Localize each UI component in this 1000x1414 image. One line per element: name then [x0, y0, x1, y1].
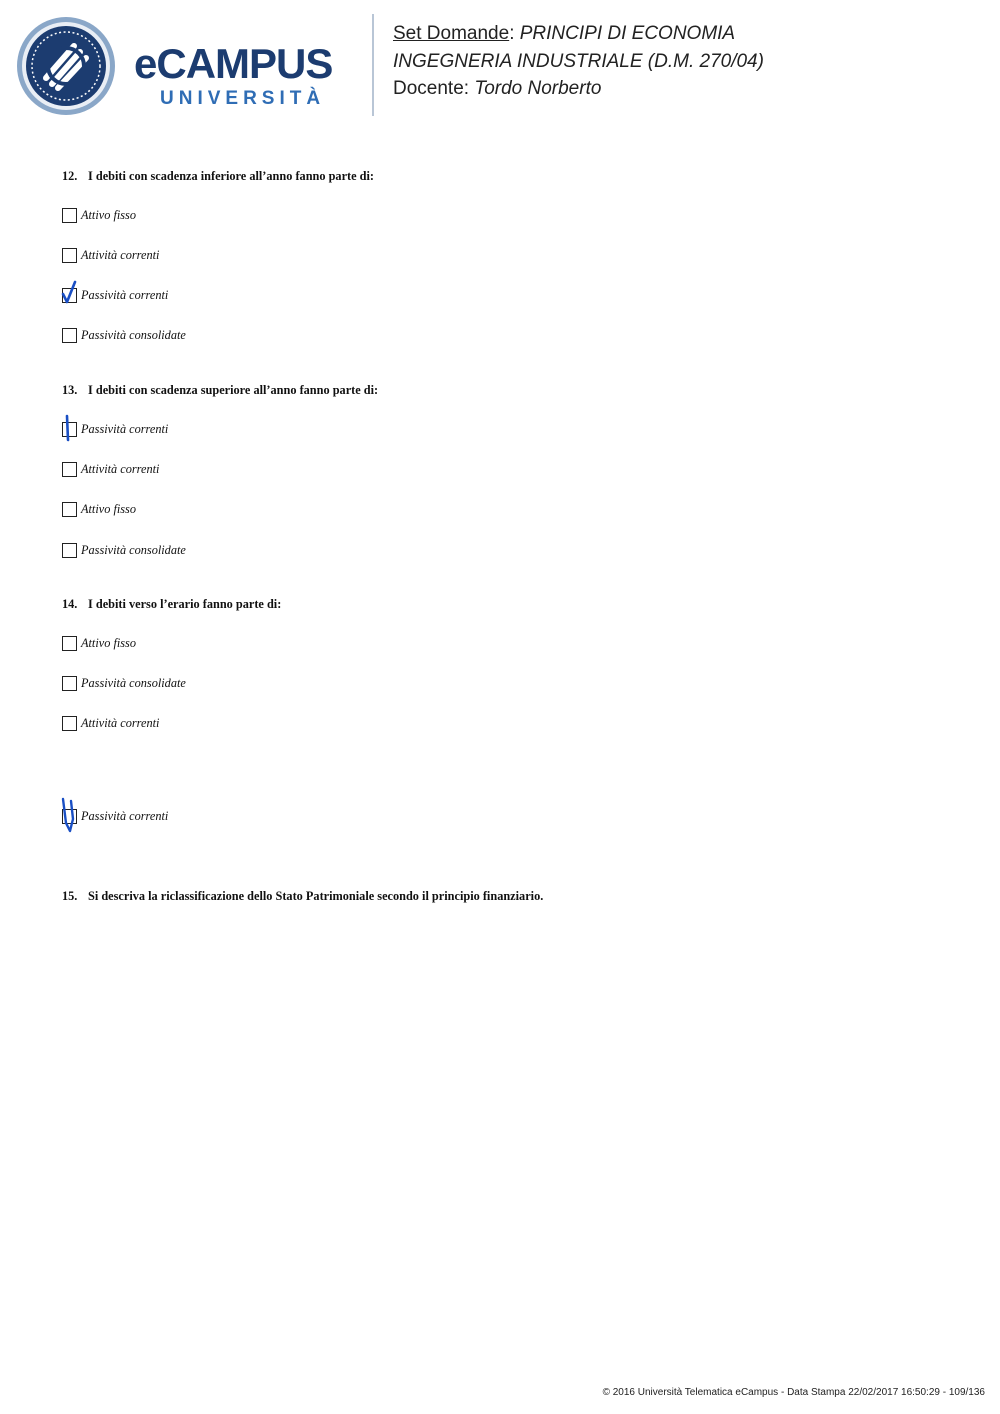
set-separator: : — [509, 23, 520, 44]
header-divider — [372, 14, 374, 116]
option-label: Passività correnti — [81, 809, 169, 823]
option-label: Passività consolidate — [81, 328, 186, 342]
option-label: Passività correnti — [81, 422, 169, 436]
checkbox[interactable] — [62, 208, 77, 223]
option-label: Attività correnti — [81, 716, 160, 730]
logo-subtitle-text: UNIVERSITÀ — [160, 88, 326, 109]
option-label: Passività correnti — [81, 288, 169, 302]
handwritten-check-mark-icon — [59, 414, 81, 442]
checkbox[interactable] — [62, 328, 77, 343]
set-label: Set Domande — [393, 23, 510, 44]
course-line-2: INGEGNERIA INDUSTRIALE (D.M. 270/04) — [393, 50, 764, 72]
option-label: Attività correnti — [81, 248, 160, 262]
question-12-title — [62, 169, 374, 184]
question-number: 15. — [62, 889, 78, 903]
question-text: I debiti con scadenza superiore all’anno fanno parte di: — [88, 383, 379, 397]
checkbox[interactable] — [62, 636, 77, 651]
course-line-1: PRINCIPI DI ECONOMIA — [519, 23, 736, 44]
set-line — [393, 20, 764, 48]
checkbox[interactable] — [62, 248, 77, 263]
ecampus-seal-logo — [16, 16, 116, 116]
handwritten-check-mark-icon — [59, 793, 81, 829]
option-label: Passività consolidate — [81, 543, 186, 557]
question-text: I debiti verso l’erario fanno parte di: — [88, 597, 282, 611]
option-label: Attivo fisso — [81, 502, 136, 516]
header-info — [393, 20, 764, 103]
option-label: Passività consolidate — [81, 676, 186, 690]
page-header — [0, 0, 1000, 130]
teacher-label: Docente: — [393, 78, 475, 99]
logo-brand-text: eCAMPUS — [134, 40, 333, 87]
question-text: Si descriva la riclassificazione dello Stato Patrimoniale secondo il principio finanziario. — [88, 889, 544, 903]
question-number: 13. — [62, 383, 78, 397]
handwritten-check-mark-icon — [59, 280, 81, 308]
teacher-name: Tordo Norberto — [474, 78, 602, 99]
checkbox[interactable] — [62, 676, 77, 691]
course-line-2-row — [393, 48, 764, 76]
option-label: Attivo fisso — [81, 208, 136, 222]
question-14-title — [62, 597, 281, 612]
question-number: 14. — [62, 597, 78, 611]
checkbox[interactable] — [62, 716, 77, 731]
option-label: Attivo fisso — [81, 636, 136, 650]
question-15-title — [62, 889, 543, 904]
checkbox[interactable] — [62, 543, 77, 558]
checkbox[interactable] — [62, 502, 77, 517]
option-label: Attività correnti — [81, 462, 160, 476]
question-text: I debiti con scadenza inferiore all’anno fanno parte di: — [88, 169, 375, 183]
page-footer: © 2016 Università Telematica eCampus - Data Stampa 22/02/2017 16:50:29 - 109/136 — [602, 1387, 985, 1398]
question-13-title — [62, 383, 378, 398]
checkbox[interactable] — [62, 462, 77, 477]
teacher-line — [393, 75, 764, 103]
question-number: 12. — [62, 169, 78, 183]
